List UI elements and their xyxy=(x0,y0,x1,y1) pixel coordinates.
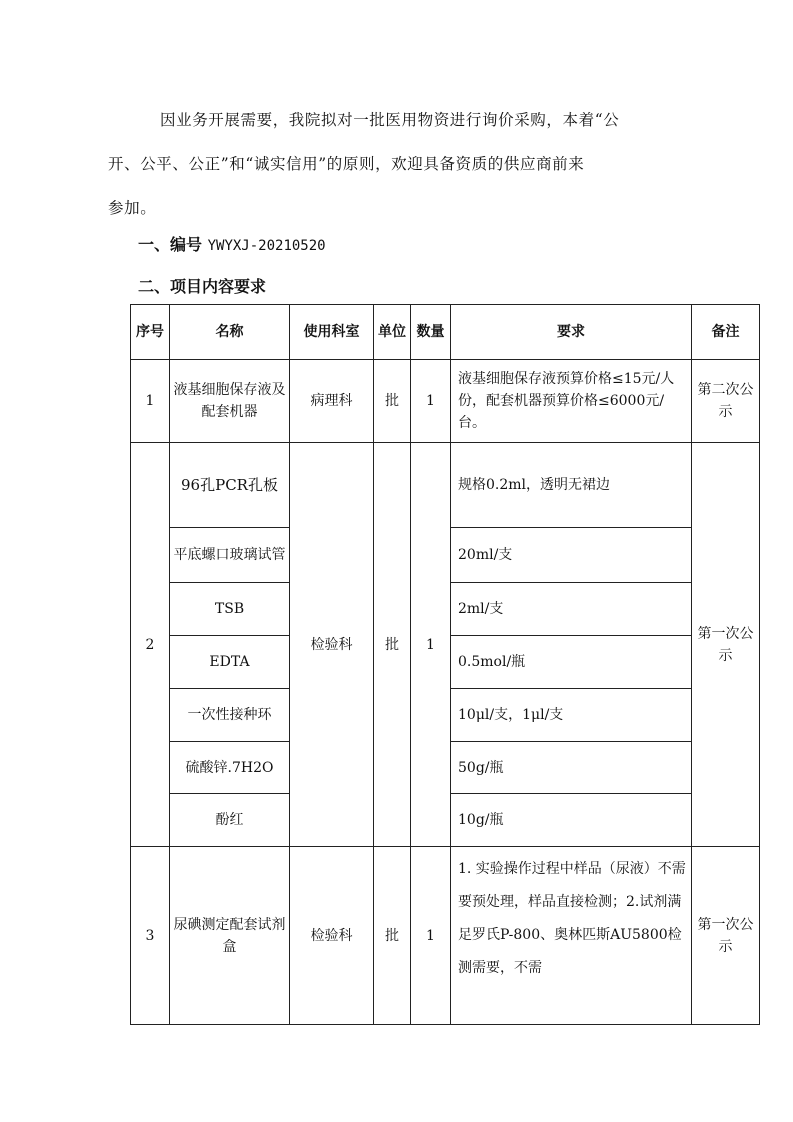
intro-line-1: 因业务开展需要，我院拟对一批医用物资进行询价采购，本着“公 xyxy=(160,111,620,129)
row2-item-req: 2ml/支 xyxy=(451,583,692,636)
row1-note: 第二次公示 xyxy=(692,360,760,443)
row2-item-req: 50g/瓶 xyxy=(451,742,692,794)
section-number-heading xyxy=(138,232,326,255)
row2-no: 2 xyxy=(131,443,170,847)
row1-dept: 病理科 xyxy=(290,360,374,443)
section-requirements-heading: 二、项目内容要求 xyxy=(138,277,267,296)
row2-note: 第一次公示 xyxy=(692,443,760,847)
intro-paragraph xyxy=(108,98,688,230)
row2-item-req: 10g/瓶 xyxy=(451,794,692,847)
header-note: 备注 xyxy=(692,305,760,360)
table-row xyxy=(131,443,760,528)
row2-item-name: 硫酸锌.7H2O xyxy=(170,742,290,794)
row2-item-name: EDTA xyxy=(170,636,290,689)
row1-no: 1 xyxy=(131,360,170,443)
row3-qty: 1 xyxy=(411,847,451,1025)
row3-note: 第一次公示 xyxy=(692,847,760,1025)
intro-line-3: 参加。 xyxy=(108,199,157,217)
table-row xyxy=(131,847,760,1025)
row2-dept: 检验科 xyxy=(290,443,374,847)
row2-item-req: 规格0.2ml，透明无裙边 xyxy=(451,443,692,528)
row2-item-req: 20ml/支 xyxy=(451,528,692,583)
row1-name: 液基细胞保存液及配套机器 xyxy=(170,360,290,443)
header-req: 要求 xyxy=(451,305,692,360)
section-number-label: 一、编号 xyxy=(138,235,203,254)
table-row xyxy=(131,360,760,443)
row2-item-name: 一次性接种环 xyxy=(170,689,290,742)
row2-item-name: 酚红 xyxy=(170,794,290,847)
project-code: YWYXJ-20210520 xyxy=(207,238,326,254)
row1-qty: 1 xyxy=(411,360,451,443)
row1-unit: 批 xyxy=(374,360,411,443)
row2-qty: 1 xyxy=(411,443,451,847)
header-dept: 使用科室 xyxy=(290,305,374,360)
header-no: 序号 xyxy=(131,305,170,360)
header-unit: 单位 xyxy=(374,305,411,360)
row3-dept: 检验科 xyxy=(290,847,374,1025)
row1-req: 液基细胞保存液预算价格≤15元/人份，配套机器预算价格≤6000元/台。 xyxy=(451,360,692,443)
row3-unit: 批 xyxy=(374,847,411,1025)
row3-no: 3 xyxy=(131,847,170,1025)
row3-req: 1. 实验操作过程中样品（尿液）不需要预处理，样品直接检测；2.试剂满足罗氏P-800、奥林匹斯AU5800检测需要，不需 xyxy=(451,847,692,1025)
requirements-table xyxy=(130,304,760,1025)
intro-line-2: 开、公平、公正”和“诚实信用”的原则，欢迎具备资质的供应商前来 xyxy=(108,155,585,173)
row3-name: 尿碘测定配套试剂盒 xyxy=(170,847,290,1025)
row2-item-name: 平底螺口玻璃试管 xyxy=(170,528,290,583)
row2-item-req: 0.5mol/瓶 xyxy=(451,636,692,689)
table-header-row xyxy=(131,305,760,360)
row2-item-name: 96孔PCR孔板 xyxy=(170,443,290,528)
header-name: 名称 xyxy=(170,305,290,360)
header-qty: 数量 xyxy=(411,305,451,360)
row2-item-req: 10μl/支，1μl/支 xyxy=(451,689,692,742)
row2-item-name: TSB xyxy=(170,583,290,636)
row2-unit: 批 xyxy=(374,443,411,847)
